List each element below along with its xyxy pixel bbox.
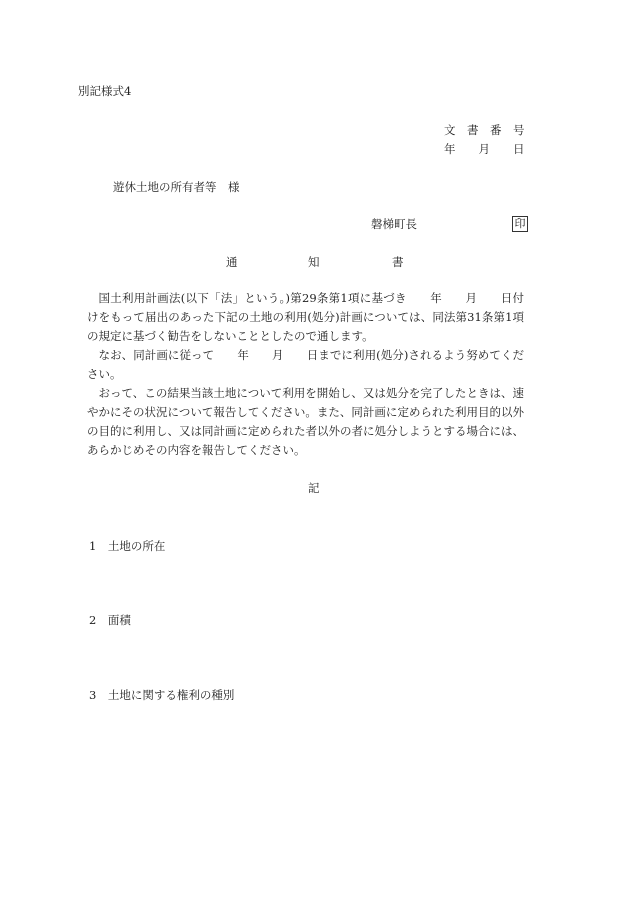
paragraph-1: 国土利用計画法(以下「法」という。)第29条第1項に基づき 年 月 日付けをもって届出のあった下記の土地の利用(処分)計画については、同法第31条第1項の規定に基づく勧告をしないこととしたので通します。 [87,291,524,343]
issuer-name: 磐梯町長 [371,217,417,231]
item-land-location: 1 土地の所在 [89,539,166,553]
title-char-2: 知 [308,255,320,269]
paragraph-2: なお、同計画に従って 年 月 日までに利用(処分)されるよう努めてください。 [87,348,524,381]
item-rights-type: 3 土地に関する権利の種別 [89,688,235,702]
paragraph-3: おって、この結果当該土地について利用を開始し、又は処分を完了したときは、速やかにその状況について報告してください。また、同計画に定められた利用目的以外の目的に利用し、又は同計画に定められた者以外の者に処分しようとする場合には、あらかじめその内容を報告してください。 [87,386,524,457]
form-number: 別記様式4 [78,84,132,98]
title-char-3: 書 [392,255,404,269]
date-label: 年 月 日 [444,142,525,156]
seal-mark: 印 [512,216,528,232]
ki-heading: 記 [308,481,320,495]
addressee: 遊休土地の所有者等 様 [113,180,240,194]
item-area: 2 面積 [89,613,131,627]
title-char-1: 通 [226,255,238,269]
notice-body [87,289,524,460]
document-number-label: 文 書 番 号 [444,123,525,137]
